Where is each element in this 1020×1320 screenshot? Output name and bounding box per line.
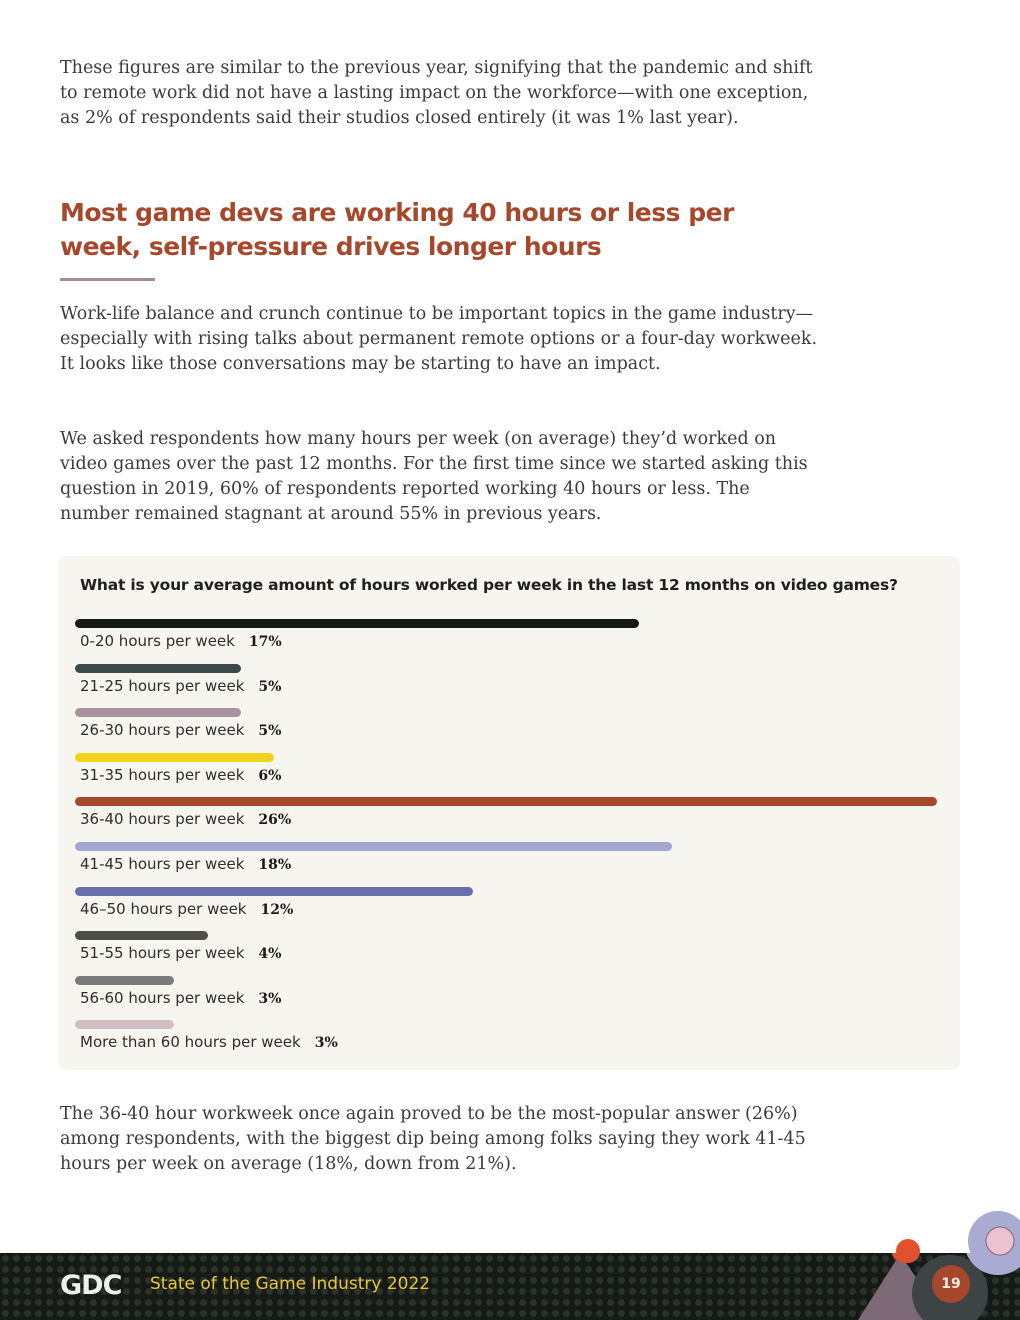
balance-paragraph: Work-life balance and crunch continue to be important topics in the game industry—especially with rising talks about permanent remote options or a four-day workweek. It looks like those conversations may be starting to have an impact. — [60, 304, 818, 374]
chart-bar-row — [75, 931, 945, 971]
chart-value-label: 5% — [258, 723, 282, 740]
chart-category-label: 0-20 hours per week — [80, 632, 235, 650]
chart-bar-label — [80, 766, 281, 784]
chart-value-label: 4% — [258, 946, 282, 963]
chart-bar — [75, 931, 208, 940]
chart-category-label: More than 60 hours per week — [80, 1033, 301, 1052]
chart-bar — [75, 887, 473, 896]
heading-divider — [60, 278, 155, 281]
chart-bar-row — [75, 887, 945, 927]
chart-bar-label — [80, 855, 291, 873]
chart-bar-row — [75, 842, 945, 882]
chart-bar-row — [75, 1020, 945, 1060]
chart-bar — [75, 664, 241, 673]
chart-title: What is your average amount of hours worked per week in the last 12 months on video games? — [80, 576, 898, 594]
chart-value-label: 3% — [314, 1035, 338, 1052]
pink-blob-icon — [986, 1227, 1014, 1255]
chart-bar-row — [75, 664, 945, 704]
chart-bar — [75, 797, 937, 806]
chart-value-label: 3% — [258, 990, 282, 1007]
chart-bar-label — [80, 810, 291, 828]
chart-value-label: 12% — [260, 901, 294, 918]
chart-bar — [75, 753, 274, 762]
chart-bar-label — [80, 721, 281, 739]
corner-shapes — [890, 1205, 1020, 1265]
chart-category-label: 56-60 hours per week — [80, 988, 245, 1007]
chart-category-label: 21-25 hours per week — [80, 676, 245, 695]
chart-bar-label — [80, 989, 281, 1007]
chart-bar — [75, 1020, 174, 1029]
chart-value-label: 5% — [258, 678, 282, 695]
chart-bar-label — [80, 944, 281, 962]
chart-bar — [75, 708, 241, 717]
chart-bar-row — [75, 708, 945, 748]
chart-bar-label — [80, 632, 282, 650]
chart-bar-row — [75, 753, 945, 793]
chart-category-label: 26-30 hours per week — [80, 721, 245, 740]
survey-paragraph: We asked respondents how many hours per week (on average) they’d worked on video games over the past 12 months. For the first time since we started asking this question in 2019, 60% of respondents reported working 40 hours or less. The number remained stagnant at around 55% in previous years. — [60, 429, 808, 524]
chart-category-label: 46–50 hours per week — [80, 899, 247, 918]
closing-paragraph: The 36-40 hour workweek once again proved to be the most-popular answer (26%) among respondents, with the biggest dip being among folks saying they work 41-45 hours per week on average (18%, down from 21%). — [60, 1104, 806, 1174]
chart-bar — [75, 842, 672, 851]
chart-bar-label — [80, 677, 281, 695]
intro-paragraph: These figures are similar to the previous year, signifying that the pandemic and shift to remote work did not have a lasting impact on the workforce—with one exception, as 2% of respondents said their studios closed entirely (it was 1% last year). — [60, 58, 813, 128]
chart-value-label: 6% — [258, 767, 282, 784]
page-number: 19 — [932, 1265, 970, 1303]
chart-bar-label — [80, 900, 293, 918]
chart-category-label: 36-40 hours per week — [80, 810, 245, 829]
gdc-logo: GDC — [60, 1270, 122, 1301]
orange-dot-icon — [896, 1239, 920, 1263]
hours-chart-panel — [58, 556, 960, 1070]
chart-category-label: 51-55 hours per week — [80, 944, 245, 963]
chart-value-label: 18% — [258, 857, 292, 873]
chart-value-label: 26% — [258, 812, 292, 829]
chart-value-label: 17% — [248, 634, 282, 650]
chart-category-label: 41-45 hours per week — [80, 855, 245, 873]
chart-bar-row — [75, 797, 945, 837]
section-heading: Most game devs are working 40 hours or less per week, self-pressure drives longer hours — [60, 198, 734, 261]
chart-bar-row — [75, 976, 945, 1016]
chart-bar — [75, 619, 639, 628]
chart-bar-row — [75, 619, 945, 659]
footer-title: State of the Game Industry 2022 — [150, 1274, 431, 1294]
chart-category-label: 31-35 hours per week — [80, 765, 245, 784]
chart-bar — [75, 976, 174, 985]
chart-bar-label — [80, 1033, 338, 1051]
